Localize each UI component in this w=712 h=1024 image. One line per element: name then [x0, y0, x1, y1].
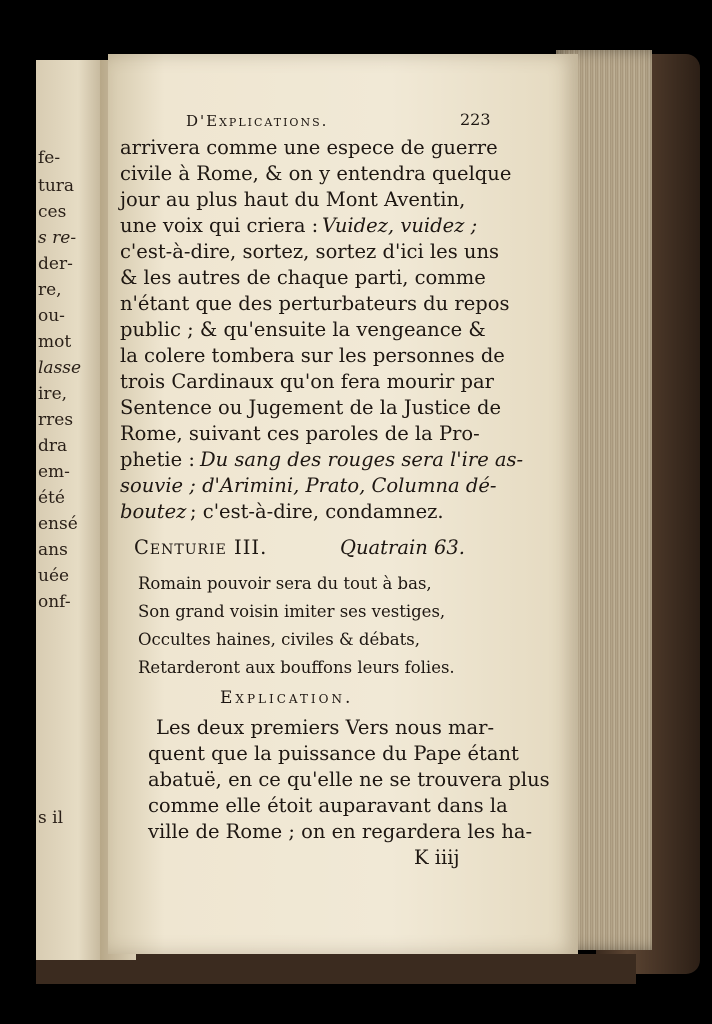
text-line: trois Cardinaux qu'on fera mourir par: [120, 370, 494, 393]
text-line: arrivera comme une espece de guerre: [120, 136, 498, 159]
text-line-italic: Vuidez, vuidez ;: [322, 214, 478, 237]
text-line-italic: Du sang des rouges sera l'ire as-: [200, 448, 524, 471]
text-line: phetie :: [120, 448, 195, 471]
left-page-fragment: ans: [38, 540, 68, 560]
text-line: ; c'est-à-dire, condamnez.: [190, 500, 444, 523]
left-page-fragment: été: [38, 488, 65, 508]
signature-mark: K iiij: [414, 846, 460, 869]
text-line: une voix qui criera :: [120, 214, 319, 237]
left-page-fragment: lasse: [38, 358, 82, 378]
left-page-fragment: ensé: [38, 514, 78, 534]
left-page-fragment: ou-: [38, 306, 65, 326]
left-page-fragment: ire,: [38, 384, 68, 404]
text-line: n'étant que des perturbateurs du repos: [120, 292, 510, 315]
left-page-fragment: onf-: [38, 592, 71, 612]
text-line: Les deux premiers Vers nous mar-: [156, 716, 495, 739]
centurie-heading: Centurie III.: [134, 536, 268, 559]
text-line-italic: souvie ; d'Arimini, Prato, Columna dé-: [120, 474, 497, 497]
left-page-fragment: tura: [38, 176, 75, 196]
text-line: & les autres de chaque parti, comme: [120, 266, 486, 289]
left-page-fragment: s il: [38, 808, 64, 828]
left-page-fragment: re,: [38, 280, 62, 300]
text-line-italic: boutez: [120, 500, 187, 523]
text-line: abatuë, en ce qu'elle ne se trouvera plus: [148, 768, 550, 791]
left-page-fragment: em-: [38, 462, 70, 482]
text-line: quent que la puissance du Pape étant: [148, 742, 519, 765]
text-line: public ; & qu'ensuite la vengeance &: [120, 318, 486, 341]
left-page-fragment: fe-: [38, 148, 61, 168]
verse-line: Son grand voisin imiter ses vestiges,: [138, 602, 446, 621]
left-page-fragment: der-: [38, 254, 73, 274]
text-line: ville de Rome ; on en regardera les ha-: [148, 820, 533, 843]
page-number: 223: [460, 110, 491, 129]
text-line: la colere tombera sur les personnes de: [120, 344, 505, 367]
left-page: [36, 60, 106, 960]
right-page: [108, 54, 578, 954]
left-page-fragment: rres: [38, 410, 74, 430]
text-line: Sentence ou Jugement de la Justice de: [120, 396, 501, 419]
running-head: D'Explications.: [186, 112, 329, 130]
verse-line: Romain pouvoir sera du tout à bas,: [138, 574, 432, 593]
verse-line: Occultes haines, civiles & débats,: [138, 630, 420, 649]
text-line: c'est-à-dire, sortez, sortez d'ici les uns: [120, 240, 500, 263]
open-book: [36, 40, 676, 990]
quatrain-heading: Quatrain 63.: [340, 536, 465, 559]
left-page-fragment: ces: [38, 202, 67, 222]
left-page-fragment: mot: [38, 332, 72, 352]
verse-line: Retarderont aux bouffons leurs folies.: [138, 658, 455, 677]
left-page-fragment: uée: [38, 566, 70, 586]
left-page-fragment: s re-: [38, 228, 77, 248]
left-page-fragment: dra: [38, 436, 68, 456]
text-line: jour au plus haut du Mont Aventin,: [120, 188, 466, 211]
text-line: Rome, suivant ces paroles de la Pro-: [120, 422, 480, 445]
text-line: comme elle étoit auparavant dans la: [148, 794, 508, 817]
text-line: civile à Rome, & on y entendra quelque: [120, 162, 512, 185]
explication-heading: Explication.: [220, 688, 354, 708]
